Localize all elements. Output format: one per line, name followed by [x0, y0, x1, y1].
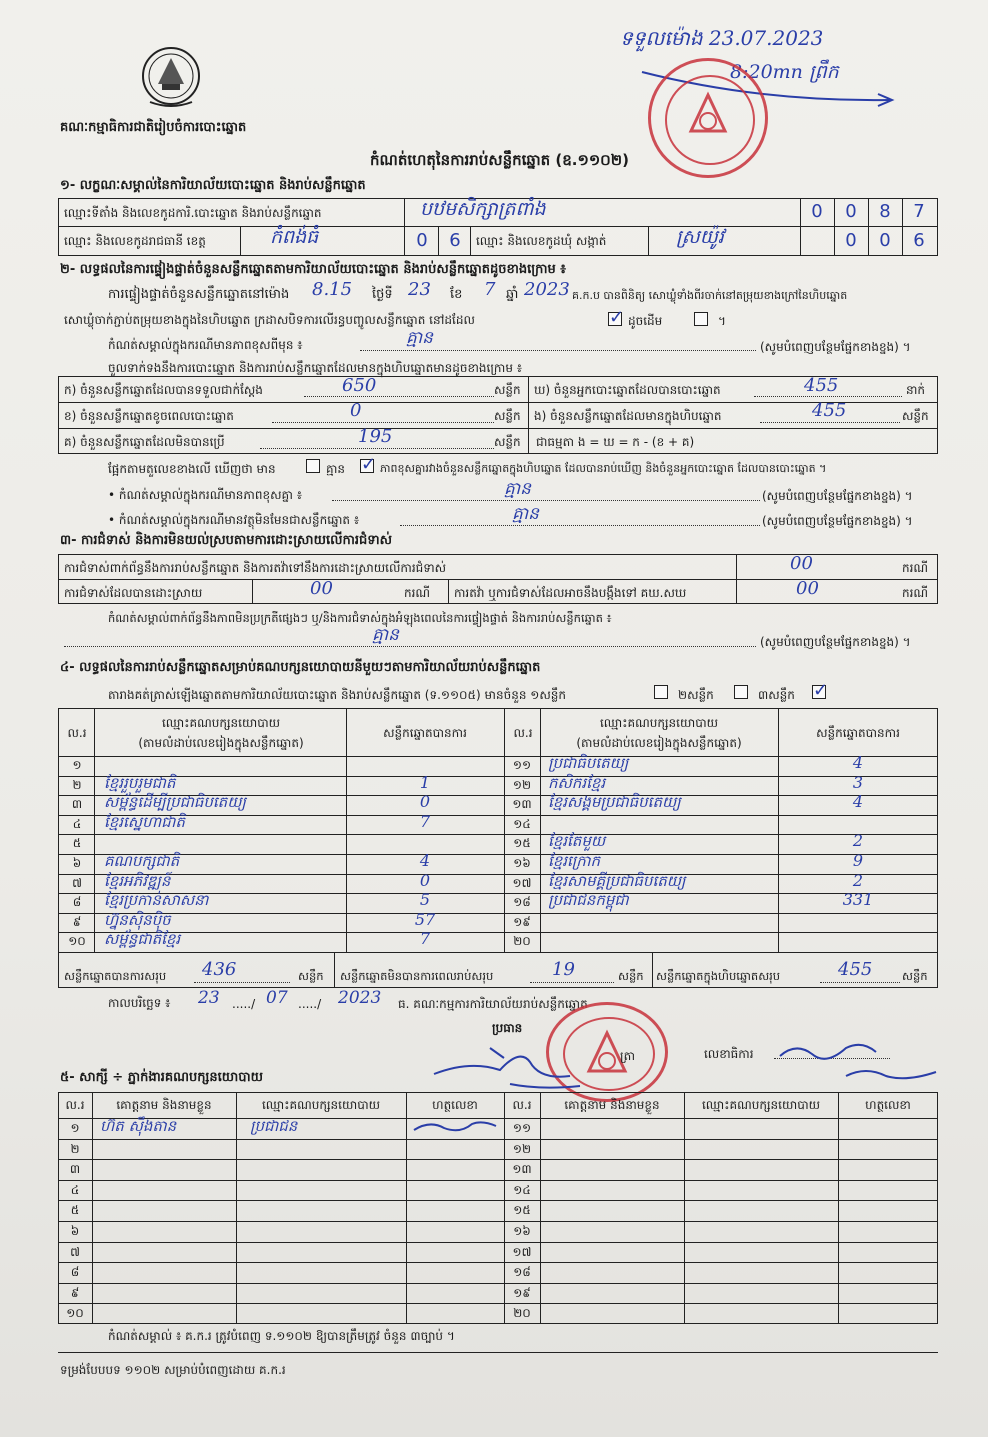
row-number: ១២: [512, 777, 532, 792]
col-party-header: ឈ្មោះគណបក្សនយោបាយ: [161, 716, 281, 730]
col-no-header: ល.រ: [67, 726, 87, 740]
row-number: ១៣: [512, 797, 532, 812]
row-number: ២០: [513, 1306, 531, 1321]
invalid-total-label: សន្លឹកឆ្នោតមិនបានការពេលរាប់សរុប: [340, 969, 494, 983]
attach-2-label: ២សន្លឹក: [678, 688, 714, 702]
section2-heading: ២- លទ្ធផលនៃការផ្ទៀងផ្ទាត់ចំនួនសន្លឹកឆ្នោតតាមការិយាល័យបោះឆ្នោត និងរាប់សន្លឹកឆ្នោតដូចខាងក្រោម ៖: [60, 262, 566, 277]
vote-count: 3: [852, 772, 864, 792]
row-number: ២: [70, 1141, 80, 1156]
vote-count: 7: [419, 811, 431, 831]
table-rule-horizontal: [58, 1283, 938, 1284]
vote-count: 0: [419, 870, 431, 890]
witness-col-header: គោត្តនាម និងនាមខ្លួន: [116, 1098, 212, 1112]
witness-col-header: ឈ្មោះគណបក្សនយោបាយ: [261, 1098, 381, 1112]
table-rule-vertical: [406, 1092, 407, 1324]
verify-day: 23: [408, 279, 431, 300]
party-name: ប្រជាធិបតេយ្យ: [548, 754, 629, 772]
commune-code-digit: 0: [879, 230, 891, 251]
row-number: ៧: [72, 875, 82, 890]
box-total-value: 455: [838, 959, 873, 980]
party-name: ខ្មែរក្រោក: [548, 852, 601, 870]
witness-col-header: ល.រ: [512, 1098, 532, 1112]
unit-person: នាក់: [906, 383, 926, 397]
unused-ballots-label: គ) ចំនួនសន្លឹកឆ្នោតដែលមិនបានប្រើ: [64, 435, 225, 449]
row-number: ២០: [513, 934, 531, 949]
verify-hour: 8.15: [312, 279, 353, 300]
section4-heading: ៤- លទ្ធផលនៃការរាប់សន្លឹកឆ្នោតសម្រាប់គណបក្សនយោបាយនីមួយៗតាមការិយាល័យរាប់សន្លឹកឆ្នោត: [60, 660, 541, 675]
invalid-total-value: 19: [552, 959, 575, 980]
chair-signature: [430, 1040, 610, 1100]
province-code-digit: 6: [449, 230, 461, 251]
row-number: ៩: [70, 1285, 80, 1300]
row-number: ៥: [72, 836, 82, 851]
date-year: 2023: [338, 988, 382, 1008]
no-difference-label: គ្មាន: [326, 462, 346, 476]
row-number: ១៥: [513, 1203, 531, 1218]
party-name: ខ្មែរសាមគ្គីប្រជាធិបតេយ្យ: [548, 871, 686, 890]
vote-count: 0: [419, 792, 431, 812]
table-rule-vertical: [838, 1092, 839, 1324]
table-rule-horizontal: [58, 1221, 938, 1222]
spoiled-ballots-value: 0: [350, 400, 362, 421]
date-sep: ...../: [232, 997, 256, 1011]
table-rule-vertical: [94, 708, 95, 952]
province-name: កំពង់ធំ: [270, 226, 319, 248]
unit-sheet: សន្លឹក: [494, 435, 521, 449]
row-number: ២: [72, 777, 82, 792]
row-number: ១៧: [512, 875, 532, 890]
witness-signature: [410, 1116, 500, 1138]
commune-code-digit: 0: [845, 230, 857, 251]
committee-name: គណៈកម្មាធិការជាតិរៀបចំការបោះឆ្នោត: [60, 120, 247, 135]
party-name: ខ្មែរតែមួយ: [548, 832, 606, 851]
row-number: ១២: [512, 1141, 532, 1156]
col-party-subheader: (តាមលំដាប់លេខរៀងក្នុងសន្លឹកឆ្នោត): [138, 736, 304, 750]
row-number: ១៥: [513, 836, 531, 851]
commune-code-digit: 6: [913, 230, 925, 251]
row-number: ១៩: [513, 914, 531, 929]
row-number: ១៧: [512, 1244, 532, 1259]
unit-sheet: សន្លឹក: [298, 969, 324, 983]
compare-text: ផ្អែកតាមតួលេខខាងលើ ឃើញថា មាន: [108, 462, 276, 476]
secretary-signature: [776, 1036, 956, 1086]
chair-label: ប្រធាន: [492, 1021, 523, 1035]
secretary-label: លេខាធិការ: [704, 1047, 754, 1061]
attach-3-checkbox[interactable]: ✓: [813, 680, 829, 701]
section5-heading: ៥- សាក្សី ÷ ភ្នាក់ងារគណបក្សនយោបាយ: [60, 1070, 263, 1085]
vote-count: 9: [852, 851, 864, 870]
province-label: ឈ្មោះ និងលេខកូដរាជធានី ខេត្ត: [64, 234, 206, 248]
footer-note: កំណត់សម្គាល់ ៖ គ.ក.រ ត្រូវបំពេញ ទ.១១០២ ឱ្យបានត្រឹមត្រូវ ចំនួន ៣ច្បាប់ ។: [108, 1329, 455, 1343]
escalated-objection-label: ការតវ៉ា ឬការជំទាស់ដែលអាចនឹងបង្កឹងទៅ គឃ.សឃ: [454, 586, 687, 600]
row-number: ៦: [72, 856, 82, 870]
unit-sheet: សន្លឹក: [494, 409, 521, 423]
vote-count: 7: [419, 929, 431, 949]
vote-count: 4: [419, 851, 431, 870]
case-unit: ករណី: [902, 561, 929, 575]
party-name: ខ្មែររួបរួមជាតិ: [104, 773, 176, 792]
row-number: ១៨: [513, 1265, 531, 1280]
party-name: ខ្មែរប្រកាន់សាសនា: [104, 891, 209, 910]
verify-time-text: ការផ្ទៀងផ្ទាត់ចំនួនសន្លឹកឆ្នោតនៅម៉ោង: [108, 287, 290, 302]
date-sep: ...../: [298, 997, 322, 1011]
table-rule-vertical: [92, 1092, 93, 1324]
row-number: ៩: [72, 914, 82, 929]
diff-note-value: គ្មាន: [504, 479, 531, 499]
sign-by-label: ធ. គណៈកម្មការការិយាល័យរាប់សន្លឹកឆ្នោត: [398, 997, 588, 1011]
witness-col-header: ឈ្មោះគណបក្សនយោបាយ: [701, 1098, 821, 1112]
attach-1-checkbox[interactable]: [654, 685, 668, 699]
foreign-object-value: គ្មាន: [512, 504, 539, 524]
col-votes-header: សន្លឹកឆ្នោតបានការ: [383, 726, 467, 740]
vote-count: 5: [419, 890, 431, 910]
row-number: ៨: [72, 895, 82, 910]
verify-year: 2023: [524, 279, 570, 300]
row-number: ១៤: [513, 816, 531, 831]
fill-more-note: (សូមបំពេញបន្ថែមផ្នែកខាងខ្នង) ។: [760, 340, 911, 354]
resolved-objection-value: 00: [310, 578, 333, 599]
row-number: ១៩: [513, 1285, 531, 1300]
table-rule-horizontal: [58, 1200, 938, 1201]
compare-rest: ភាពខុសគ្នារវាងចំនួនសន្លឹកឆ្នោតក្នុងហិបឆ្នោត ដែលបានរាប់ឃើញ និងចំនួនអ្នកបោះឆ្នោត ដែលបានបោះឆ្នោត ។: [380, 462, 827, 475]
station-code-digit: 7: [913, 201, 925, 222]
witness-party: ប្រជាជន: [250, 1117, 298, 1135]
table-rule-vertical: [652, 952, 653, 988]
row-number: ៣: [71, 797, 83, 812]
row-number: ៦: [70, 1224, 80, 1238]
party-name: កសិករខ្មែរ: [548, 773, 606, 792]
row-number: ៤: [70, 1182, 80, 1197]
table-rule-vertical: [236, 1092, 237, 1324]
resolved-objection-label: ការជំទាស់ដែលបានដោះស្រាយ: [64, 586, 203, 600]
row-number: ១៣: [512, 1162, 532, 1177]
counted-intro: ចួលទាក់ទងនឹងការបោះឆ្នោត និងការរាប់សន្លឹកឆ្នោតដែលមានក្នុងហិបឆ្នោតមានដូចខាងក្រោម ៖: [108, 361, 523, 375]
polling-station-label: ឈ្មោះទីតាំង និងលេខកូដការិ.បោះឆ្នោត និងរាប់សន្លឹកឆ្នោត: [64, 206, 322, 220]
party-name: ខ្មែរស្នេហាជាតិ: [104, 812, 185, 831]
witness-col-header: ល.រ: [65, 1098, 85, 1112]
row-number: ១: [72, 758, 82, 772]
fill-more-note: (សូមបំពេញបន្ថែមផ្នែកខាងខ្នង) ។: [762, 489, 913, 503]
vote-count: 57: [414, 909, 436, 929]
col-votes-header: សន្លឹកឆ្នោតបានការ: [816, 726, 900, 740]
unit-sheet: សន្លឹក: [494, 383, 521, 397]
verify-time-rest: គ.ក.ប បានពិនិត្យ សោឃ្លុំទាំងពីរចាក់នៅតម្រុយខាងក្រៅនៃហិបឆ្នោត: [572, 289, 848, 302]
same-checkbox[interactable]: ✓: [609, 307, 625, 328]
province-code-digit: 0: [416, 230, 428, 251]
row-number: ១០: [66, 1306, 84, 1321]
row-number: ៣: [69, 1162, 81, 1177]
commune-name: ស្រយ៉ូវ: [676, 226, 724, 248]
received-note: ទទួលម៉ោង 23.07.2023: [620, 26, 824, 50]
table-rule-horizontal: [58, 1180, 938, 1181]
station-code-digit: 8: [879, 201, 891, 222]
form-title: កំណត់ហេតុនៃការរាប់សន្លឹកឆ្នោត (ឧ.១១០២): [370, 151, 630, 169]
polling-station-name: បឋមសិក្សាត្រពាំង: [420, 198, 546, 220]
vote-count: 331: [842, 890, 874, 910]
station-code-digit: 0: [845, 201, 857, 222]
date-month: 07: [266, 988, 288, 1008]
box-total-label: សន្លឹកឆ្នោតក្នុងហិបឆ្នោតសរុប: [656, 969, 781, 983]
witness-col-header: គោត្តនាម និងនាមខ្លួន: [564, 1098, 660, 1112]
witness-name: ហ៊ត ស៊ឹងតាន: [100, 1117, 177, 1135]
party-name: សម្ព័ន្ធដើម្បីប្រជាធិបតេយ្យ: [104, 793, 246, 812]
party-name: ខ្មែរអភិវឌ្ឍន៍: [104, 871, 171, 890]
verify-month: 7: [484, 279, 496, 300]
section1-heading: ១- លក្ខណៈសម្គាល់នៃការិយាល័យបោះឆ្នោត និងរាប់សន្លឹកឆ្នោត: [60, 178, 366, 193]
table-rule-vertical: [334, 952, 335, 988]
section3-heading: ៣- ការជំទាស់ និងការមិនយល់ស្របតាមការដោះស្រាយលើការជំទាស់: [60, 533, 392, 548]
has-difference-checkbox[interactable]: [306, 459, 320, 473]
date-day: 23: [198, 988, 220, 1008]
row-number: ១៦: [513, 856, 531, 870]
party-name: សម្ព័ន្ធជាតិខ្មែរ: [104, 930, 181, 949]
attach-3-label: ៣សន្លឹក: [758, 688, 795, 702]
table-rule-vertical: [778, 708, 779, 952]
difference-note-value: គ្មាន: [406, 328, 433, 348]
witness-col-header: ហត្ថលេខា: [432, 1098, 478, 1112]
foreign-object-bullet: • កំណត់សម្គាល់ក្នុងករណីមានវត្ថុមិនមែនជាសន្លឹកឆ្នោត ៖: [108, 513, 360, 527]
commune-label: ឈ្មោះ និងលេខកូដឃុំ សង្កាត់: [476, 234, 607, 248]
row-number: ៧: [70, 1244, 80, 1259]
ballots-in-box-value: 455: [812, 400, 847, 421]
table-rule-horizontal: [58, 1242, 938, 1243]
witness-col-header: ហត្ថលេខា: [865, 1098, 911, 1112]
objection-row1-value: 00: [790, 553, 813, 574]
table-rule-horizontal: [58, 1139, 938, 1140]
official-stamp-top: [648, 58, 768, 178]
unit-sheet: សន្លឹក: [618, 969, 644, 983]
voters-value: 455: [804, 375, 839, 396]
vote-count: 4: [852, 792, 864, 812]
form-footer: ទម្រង់បែបបទ ១១០២ សម្រាប់បំពេញដោយ គ.ក.រ: [60, 1363, 286, 1377]
unused-ballots-value: 195: [358, 426, 393, 447]
irregularity-note-value: គ្មាន: [372, 625, 399, 645]
day-label: ថ្ងៃទី: [372, 287, 393, 302]
row-number: ១៤: [513, 1182, 531, 1197]
vote-count: 2: [852, 831, 864, 851]
table-rule-horizontal: [58, 1262, 938, 1263]
station-code-digit: 0: [811, 201, 823, 222]
attach-2-checkbox[interactable]: [734, 685, 748, 699]
same-label: ដូចដើម: [628, 314, 663, 328]
valid-total-label: សន្លឹកឆ្នោតបានការសរុប: [64, 969, 167, 983]
not-same-checkbox[interactable]: [694, 312, 708, 326]
table-rule-horizontal: [58, 1303, 938, 1304]
formula-text: ជាធម្មតា ង = ឃ = ក - (ខ + គ): [536, 435, 695, 449]
nec-logo: [140, 44, 202, 112]
unit-sheet: សន្លឹក: [902, 409, 929, 423]
col-no-header: ល.រ: [513, 726, 533, 740]
ballots-in-box-label: ង) ចំនួនសន្លឹកឆ្នោតដែលមានក្នុងហិបឆ្នោត: [534, 409, 722, 423]
table-rule-horizontal: [58, 1159, 938, 1160]
date-label: កាលបរិច្ឆេទ ៖: [108, 996, 171, 1010]
diff-note-bullet: • កំណត់សម្គាល់ក្នុងករណីមានភាពខុសគ្នា ៖: [108, 488, 303, 502]
party-name: ហ្វ៊ុនស៊ិនប៉ិច: [104, 910, 171, 929]
no-difference-checkbox[interactable]: ✓: [361, 454, 377, 475]
row-number: ៨: [70, 1265, 80, 1280]
seal-check-text: សោឃ្លុំចាក់ភ្ជាប់តម្រុយខាងក្នុងនៃហិបឆ្នោត ក្រដាសបិទការលើរន្ធបញ្ចូលសន្លឹកឆ្នោត នៅដដែល: [64, 313, 475, 327]
row-number: ១០: [68, 934, 86, 949]
escalated-objection-value: 00: [796, 578, 819, 599]
row-number: ១១: [512, 1121, 532, 1135]
received-ballots-value: 650: [342, 375, 377, 396]
row-number: ១៦: [513, 1224, 531, 1238]
row-number: ១៨: [513, 895, 531, 910]
vote-count: 4: [852, 753, 864, 772]
fill-more-note: (សូមបំពេញបន្ថែមផ្នែកខាងខ្នង) ។: [762, 514, 913, 528]
attachment-text: តារាងគត់ត្រាស់ឡើងឆ្នោតតាមការិយាល័យបោះឆ្នោត និងរាប់សន្លឹកឆ្នោត (ទ.១១០៥) មានចំនួន ១សន្លឹក: [108, 688, 566, 702]
case-unit: ករណី: [404, 586, 431, 600]
col-party-header: ឈ្មោះគណបក្សនយោបាយ: [599, 716, 719, 730]
table-rule-vertical: [540, 1092, 541, 1324]
table-rule-horizontal: [58, 952, 938, 953]
vote-count: 2: [852, 870, 864, 890]
received-ballots-label: ក) ចំនួនសន្លឹកឆ្នោតដែលបានទទួលជាក់ស្តែង: [64, 383, 263, 397]
row-number: ៤: [72, 816, 82, 831]
case-unit: ករណី: [902, 586, 929, 600]
party-name: គណបក្សជាតិ: [104, 852, 180, 870]
fill-more-note: (សូមបំពេញបន្ថែមផ្នែកខាងខ្នង) ។: [760, 635, 911, 649]
row-number: ១១: [512, 758, 532, 772]
valid-total-value: 436: [202, 959, 237, 980]
vote-count: 1: [419, 772, 431, 792]
objection-row1-label: ការជំទាស់ពាក់ព័ន្ធនឹងការរាប់សន្លឹកឆ្នោត និងការតវ៉ាទៅនឹងការដោះស្រាយលើការជំទាស់: [64, 561, 447, 575]
stamp-label: ត្រា: [620, 1049, 635, 1063]
irregularity-note-label: កំណត់សម្គាល់ពាក់ព័ន្ធនឹងភាពមិនប្រក្រតីផ្សេងៗ ឬ/និងការជំទាស់ក្នុងអំឡុងពេលនៃការផ្ទៀងផ្ទាត់ និងការរាប់សន្លឹកឆ្នោត ៖: [108, 611, 612, 625]
spoiled-ballots-label: ខ) ចំនួនសន្លឹកឆ្នោតខូចពេលបោះឆ្នោត: [64, 409, 234, 423]
row-number: ១: [70, 1121, 80, 1135]
year-label: ឆ្នាំ: [506, 287, 519, 302]
party-name: ខ្មែរសង្គមប្រជាធិបតេយ្យ: [548, 793, 681, 812]
unit-sheet: សន្លឹក: [902, 969, 928, 983]
month-label: ខែ: [450, 287, 463, 302]
voters-label: ឃ) ចំនួនអ្នកបោះឆ្នោតដែលបានបោះឆ្នោត: [534, 383, 721, 397]
table-rule-vertical: [684, 1092, 685, 1324]
period: ។: [718, 314, 726, 328]
difference-note-label: កំណត់សម្គាល់ក្នុងករណីមានភាពខុសពីមុន ៖: [108, 338, 303, 352]
party-name: ប្រជាជនកម្ពុជា: [548, 891, 629, 910]
received-time: 8:20mn ព្រឹក: [730, 61, 839, 83]
row-number: ៥: [70, 1203, 80, 1218]
col-party-subheader: (តាមលំដាប់លេខរៀងក្នុងសន្លឹកឆ្នោត): [576, 736, 742, 750]
